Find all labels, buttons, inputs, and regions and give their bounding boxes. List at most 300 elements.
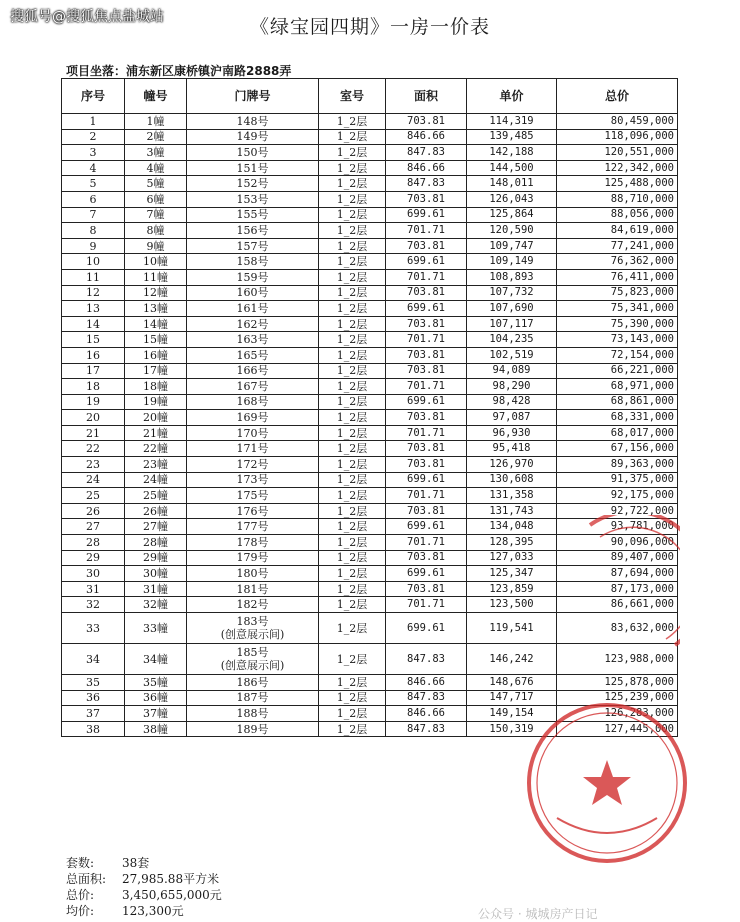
- room-cell: 1_2层: [319, 176, 386, 192]
- total-price-cell: 76,362,000: [557, 254, 678, 270]
- row-number: 3: [62, 145, 125, 161]
- table-row: [62, 191, 678, 207]
- row-number: 28: [62, 535, 125, 551]
- total-price-cell: 120,551,000: [557, 145, 678, 161]
- table-row: [62, 706, 678, 722]
- door-number-cell: 186号: [187, 675, 319, 691]
- building-cell: 4幢: [125, 160, 187, 176]
- header-area: 面积: [386, 79, 467, 114]
- unit-price-cell: 148,676: [467, 675, 557, 691]
- row-number: 14: [62, 316, 125, 332]
- building-cell: 2幢: [125, 129, 187, 145]
- unit-price-cell: 109,747: [467, 238, 557, 254]
- total-price-cell: 90,096,000: [557, 535, 678, 551]
- table-row: [62, 316, 678, 332]
- total-price-cell: 68,861,000: [557, 394, 678, 410]
- total-price-cell: 72,154,000: [557, 347, 678, 363]
- room-cell: 1_2层: [319, 285, 386, 301]
- area-cell: 703.81: [386, 285, 467, 301]
- row-number: 34: [62, 644, 125, 675]
- area-cell: 703.81: [386, 457, 467, 473]
- building-cell: 25幢: [125, 488, 187, 504]
- area-cell: 703.81: [386, 410, 467, 426]
- door-number-cell: 189号: [187, 721, 319, 737]
- document-title: 《绿宝园四期》一房一价表: [249, 16, 490, 38]
- room-cell: 1_2层: [319, 238, 386, 254]
- price-table: [61, 78, 678, 737]
- total-price-cell: 91,375,000: [557, 472, 678, 488]
- building-cell: 31幢: [125, 581, 187, 597]
- area-cell: 846.66: [386, 160, 467, 176]
- room-cell: 1_2层: [319, 410, 386, 426]
- total-price-cell: 88,710,000: [557, 191, 678, 207]
- total-price-cell: 75,823,000: [557, 285, 678, 301]
- unit-price-cell: 107,690: [467, 301, 557, 317]
- room-cell: 1_2层: [319, 425, 386, 441]
- building-cell: 14幢: [125, 316, 187, 332]
- unit-price-cell: 114,319: [467, 114, 557, 130]
- building-cell: 12幢: [125, 285, 187, 301]
- row-number: 38: [62, 721, 125, 737]
- row-number: 37: [62, 706, 125, 722]
- building-cell: 34幢: [125, 644, 187, 675]
- door-number-cell: 166号: [187, 363, 319, 379]
- room-cell: 1_2层: [319, 503, 386, 519]
- table-row: [62, 145, 678, 161]
- table-row: [62, 347, 678, 363]
- table-row: [62, 519, 678, 535]
- row-number: 4: [62, 160, 125, 176]
- unit-price-cell: 125,347: [467, 566, 557, 582]
- area-cell: 699.61: [386, 472, 467, 488]
- table-row: [62, 223, 678, 239]
- row-number: 5: [62, 176, 125, 192]
- row-number: 35: [62, 675, 125, 691]
- summary-block: [66, 855, 222, 919]
- area-cell: 846.66: [386, 706, 467, 722]
- area-cell: 847.83: [386, 176, 467, 192]
- door-note: (创意展示间): [220, 628, 285, 641]
- door-number-cell: 162号: [187, 316, 319, 332]
- table-row: [62, 472, 678, 488]
- total-price-cell: 68,971,000: [557, 379, 678, 395]
- unit-price-cell: 95,418: [467, 441, 557, 457]
- building-cell: 10幢: [125, 254, 187, 270]
- building-cell: 3幢: [125, 145, 187, 161]
- header-door: 门牌号: [187, 79, 319, 114]
- total-price-cell: 67,156,000: [557, 441, 678, 457]
- table-row: [62, 363, 678, 379]
- door-number-cell: 170号: [187, 425, 319, 441]
- total-price-cell: 68,331,000: [557, 410, 678, 426]
- unit-price-cell: 98,428: [467, 394, 557, 410]
- door-number-cell: 175号: [187, 488, 319, 504]
- door-number-cell: 167号: [187, 379, 319, 395]
- area-cell: 847.83: [386, 721, 467, 737]
- table-row: [62, 160, 678, 176]
- total-price-cell: 68,017,000: [557, 425, 678, 441]
- area-cell: 703.81: [386, 363, 467, 379]
- area-cell: 847.83: [386, 644, 467, 675]
- total-price-cell: 89,363,000: [557, 457, 678, 473]
- bottom-watermark: 公众号 · 城城房产日记: [478, 907, 598, 921]
- row-number: 1: [62, 114, 125, 130]
- table-row: [62, 269, 678, 285]
- building-cell: 38幢: [125, 721, 187, 737]
- unit-price-cell: 125,864: [467, 207, 557, 223]
- building-cell: 9幢: [125, 238, 187, 254]
- door-number-cell: 153号: [187, 191, 319, 207]
- area-cell: 703.81: [386, 316, 467, 332]
- building-cell: 16幢: [125, 347, 187, 363]
- unit-price-cell: 147,717: [467, 690, 557, 706]
- row-number: 31: [62, 581, 125, 597]
- door-number-cell: 181号: [187, 581, 319, 597]
- door-number: 183号: [236, 615, 269, 628]
- building-cell: 33幢: [125, 613, 187, 644]
- table-row: [62, 488, 678, 504]
- total-price-cell: 73,143,000: [557, 332, 678, 348]
- row-number: 12: [62, 285, 125, 301]
- room-cell: 1_2层: [319, 613, 386, 644]
- area-cell: 699.61: [386, 519, 467, 535]
- row-number: 8: [62, 223, 125, 239]
- total-price-cell: 88,056,000: [557, 207, 678, 223]
- table-header-row: [62, 79, 678, 114]
- table-row: [62, 441, 678, 457]
- total-price-cell: 75,390,000: [557, 316, 678, 332]
- unit-price-cell: 131,743: [467, 503, 557, 519]
- table-row: [62, 550, 678, 566]
- total-price-cell: 92,175,000: [557, 488, 678, 504]
- door-number-cell: 169号: [187, 410, 319, 426]
- unit-price-cell: 96,930: [467, 425, 557, 441]
- door-number-cell: 160号: [187, 285, 319, 301]
- building-cell: 18幢: [125, 379, 187, 395]
- total-price-cell: 66,221,000: [557, 363, 678, 379]
- room-cell: 1_2层: [319, 457, 386, 473]
- area-cell: 703.81: [386, 441, 467, 457]
- door-number-cell: 182号: [187, 597, 319, 613]
- door-number-cell: 161号: [187, 301, 319, 317]
- project-location: 项目坐落：浦东新区康桥镇沪南路2888弄: [66, 64, 292, 78]
- room-cell: 1_2层: [319, 675, 386, 691]
- table-row: [62, 301, 678, 317]
- row-number: 2: [62, 129, 125, 145]
- area-cell: 699.61: [386, 254, 467, 270]
- header-unit-price: 单价: [467, 79, 557, 114]
- door-number-cell: 179号: [187, 550, 319, 566]
- table-row: [62, 176, 678, 192]
- total-price-cell: 92,722,000: [557, 503, 678, 519]
- summary-area: 总面积: 27,985.88平方米: [66, 872, 220, 886]
- building-cell: 30幢: [125, 566, 187, 582]
- door-number-cell: 148号: [187, 114, 319, 130]
- table-row: [62, 114, 678, 130]
- total-price-cell: 86,661,000: [557, 597, 678, 613]
- row-number: 24: [62, 472, 125, 488]
- area-cell: 703.81: [386, 114, 467, 130]
- door-number-cell: 159号: [187, 269, 319, 285]
- area-cell: 703.81: [386, 503, 467, 519]
- area-cell: 701.71: [386, 535, 467, 551]
- row-number: 17: [62, 363, 125, 379]
- area-cell: 701.71: [386, 379, 467, 395]
- table-row: [62, 721, 678, 737]
- summary-average: 均价: 123,300元: [66, 904, 184, 918]
- building-cell: 27幢: [125, 519, 187, 535]
- table-row: [62, 379, 678, 395]
- unit-price-cell: 94,089: [467, 363, 557, 379]
- total-price-cell: 126,283,000: [557, 706, 678, 722]
- row-number: 13: [62, 301, 125, 317]
- door-number-cell: [187, 644, 319, 675]
- unit-price-cell: 102,519: [467, 347, 557, 363]
- room-cell: 1_2层: [319, 223, 386, 239]
- building-cell: 11幢: [125, 269, 187, 285]
- room-cell: 1_2层: [319, 519, 386, 535]
- unit-price-cell: 104,235: [467, 332, 557, 348]
- building-cell: 8幢: [125, 223, 187, 239]
- door-number-cell: 157号: [187, 238, 319, 254]
- building-cell: 28幢: [125, 535, 187, 551]
- door-number-cell: 177号: [187, 519, 319, 535]
- table-row: [62, 238, 678, 254]
- table-row: [62, 566, 678, 582]
- building-cell: 20幢: [125, 410, 187, 426]
- building-cell: 17幢: [125, 363, 187, 379]
- building-cell: 19幢: [125, 394, 187, 410]
- building-cell: 13幢: [125, 301, 187, 317]
- room-cell: 1_2层: [319, 550, 386, 566]
- unit-price-cell: 119,541: [467, 613, 557, 644]
- room-cell: 1_2层: [319, 581, 386, 597]
- door-number-cell: 187号: [187, 690, 319, 706]
- total-price-cell: 87,694,000: [557, 566, 678, 582]
- unit-price-cell: 108,893: [467, 269, 557, 285]
- total-price-cell: 123,988,000: [557, 644, 678, 675]
- header-building: 幢号: [125, 79, 187, 114]
- door-number-cell: 171号: [187, 441, 319, 457]
- source-watermark: 搜狐号@搜狐焦点盐城站: [10, 9, 164, 25]
- row-number: 21: [62, 425, 125, 441]
- area-cell: 847.83: [386, 145, 467, 161]
- unit-price-cell: 120,590: [467, 223, 557, 239]
- total-price-cell: 93,781,000: [557, 519, 678, 535]
- building-cell: 23幢: [125, 457, 187, 473]
- table-row: [62, 597, 678, 613]
- total-price-cell: 125,488,000: [557, 176, 678, 192]
- unit-price-cell: 149,154: [467, 706, 557, 722]
- total-price-cell: 80,459,000: [557, 114, 678, 130]
- table-row: [62, 503, 678, 519]
- table-row: [62, 457, 678, 473]
- area-cell: 701.71: [386, 425, 467, 441]
- table-row: [62, 644, 678, 675]
- room-cell: 1_2层: [319, 472, 386, 488]
- door-number-cell: 178号: [187, 535, 319, 551]
- building-cell: 6幢: [125, 191, 187, 207]
- room-cell: 1_2层: [319, 191, 386, 207]
- area-cell: 703.81: [386, 191, 467, 207]
- total-price-cell: 75,341,000: [557, 301, 678, 317]
- door-number-cell: [187, 613, 319, 644]
- room-cell: 1_2层: [319, 347, 386, 363]
- door-number-cell: 168号: [187, 394, 319, 410]
- door-number-cell: 188号: [187, 706, 319, 722]
- unit-price-cell: 142,188: [467, 145, 557, 161]
- row-number: 11: [62, 269, 125, 285]
- table-row: [62, 207, 678, 223]
- room-cell: 1_2层: [319, 269, 386, 285]
- area-cell: 703.81: [386, 347, 467, 363]
- row-number: 9: [62, 238, 125, 254]
- unit-price-cell: 123,500: [467, 597, 557, 613]
- row-number: 25: [62, 488, 125, 504]
- unit-price-cell: 97,087: [467, 410, 557, 426]
- building-cell: 32幢: [125, 597, 187, 613]
- summary-count: 套数: 38套: [66, 856, 150, 870]
- total-price-cell: 77,241,000: [557, 238, 678, 254]
- unit-price-cell: 134,048: [467, 519, 557, 535]
- unit-price-cell: 139,485: [467, 129, 557, 145]
- unit-price-cell: 144,500: [467, 160, 557, 176]
- building-cell: 5幢: [125, 176, 187, 192]
- table-row: [62, 690, 678, 706]
- row-number: 30: [62, 566, 125, 582]
- header-total-price: 总价: [557, 79, 678, 114]
- unit-price-cell: 107,732: [467, 285, 557, 301]
- building-cell: 7幢: [125, 207, 187, 223]
- total-price-cell: 89,407,000: [557, 550, 678, 566]
- building-cell: 37幢: [125, 706, 187, 722]
- unit-price-cell: 131,358: [467, 488, 557, 504]
- area-cell: 699.61: [386, 301, 467, 317]
- building-cell: 21幢: [125, 425, 187, 441]
- room-cell: 1_2层: [319, 129, 386, 145]
- room-cell: 1_2层: [319, 706, 386, 722]
- total-price-cell: 118,096,000: [557, 129, 678, 145]
- door-number-cell: 176号: [187, 503, 319, 519]
- row-number: 32: [62, 597, 125, 613]
- door-number-cell: 149号: [187, 129, 319, 145]
- table-row: [62, 129, 678, 145]
- area-cell: 699.61: [386, 207, 467, 223]
- total-price-cell: 84,619,000: [557, 223, 678, 239]
- total-price-cell: 125,878,000: [557, 675, 678, 691]
- area-cell: 699.61: [386, 566, 467, 582]
- table-row: [62, 254, 678, 270]
- door-number-cell: 180号: [187, 566, 319, 582]
- row-number: 10: [62, 254, 125, 270]
- door-note: (创意展示间): [220, 659, 285, 672]
- room-cell: 1_2层: [319, 690, 386, 706]
- unit-price-cell: 150,319: [467, 721, 557, 737]
- area-cell: 701.71: [386, 223, 467, 239]
- row-number: 7: [62, 207, 125, 223]
- row-number: 20: [62, 410, 125, 426]
- unit-price-cell: 146,242: [467, 644, 557, 675]
- door-number-cell: 172号: [187, 457, 319, 473]
- header-room: 室号: [319, 79, 386, 114]
- door-number-cell: 150号: [187, 145, 319, 161]
- table-row: [62, 285, 678, 301]
- building-cell: 15幢: [125, 332, 187, 348]
- table-row: [62, 425, 678, 441]
- door-number-cell: 155号: [187, 207, 319, 223]
- building-cell: 26幢: [125, 503, 187, 519]
- row-number: 33: [62, 613, 125, 644]
- unit-price-cell: 148,011: [467, 176, 557, 192]
- row-number: 16: [62, 347, 125, 363]
- total-price-cell: 127,445,000: [557, 721, 678, 737]
- row-number: 15: [62, 332, 125, 348]
- building-cell: 35幢: [125, 675, 187, 691]
- unit-price-cell: 109,149: [467, 254, 557, 270]
- unit-price-cell: 126,970: [467, 457, 557, 473]
- row-number: 18: [62, 379, 125, 395]
- building-cell: 24幢: [125, 472, 187, 488]
- total-price-cell: 76,411,000: [557, 269, 678, 285]
- room-cell: 1_2层: [319, 160, 386, 176]
- row-number: 26: [62, 503, 125, 519]
- door-number-cell: 163号: [187, 332, 319, 348]
- row-number: 22: [62, 441, 125, 457]
- room-cell: 1_2层: [319, 207, 386, 223]
- table-row: [62, 581, 678, 597]
- unit-price-cell: 98,290: [467, 379, 557, 395]
- total-price-cell: 122,342,000: [557, 160, 678, 176]
- area-cell: 701.71: [386, 332, 467, 348]
- room-cell: 1_2层: [319, 363, 386, 379]
- building-cell: 29幢: [125, 550, 187, 566]
- area-cell: 703.81: [386, 550, 467, 566]
- room-cell: 1_2层: [319, 332, 386, 348]
- area-cell: 701.71: [386, 488, 467, 504]
- total-price-cell: 125,239,000: [557, 690, 678, 706]
- room-cell: 1_2层: [319, 488, 386, 504]
- door-number-cell: 151号: [187, 160, 319, 176]
- area-cell: 847.83: [386, 690, 467, 706]
- area-cell: 846.66: [386, 129, 467, 145]
- area-cell: 699.61: [386, 613, 467, 644]
- door-number: 185号: [236, 646, 269, 659]
- unit-price-cell: 107,117: [467, 316, 557, 332]
- room-cell: 1_2层: [319, 301, 386, 317]
- unit-price-cell: 128,395: [467, 535, 557, 551]
- row-number: 29: [62, 550, 125, 566]
- room-cell: 1_2层: [319, 145, 386, 161]
- area-cell: 703.81: [386, 581, 467, 597]
- row-number: 27: [62, 519, 125, 535]
- unit-price-cell: 127,033: [467, 550, 557, 566]
- row-number: 6: [62, 191, 125, 207]
- area-cell: 701.71: [386, 269, 467, 285]
- table-row: [62, 613, 678, 644]
- area-cell: 703.81: [386, 238, 467, 254]
- unit-price-cell: 123,859: [467, 581, 557, 597]
- unit-price-cell: 130,608: [467, 472, 557, 488]
- row-number: 19: [62, 394, 125, 410]
- area-cell: 846.66: [386, 675, 467, 691]
- building-cell: 1幢: [125, 114, 187, 130]
- room-cell: 1_2层: [319, 721, 386, 737]
- area-cell: 699.61: [386, 394, 467, 410]
- room-cell: 1_2层: [319, 114, 386, 130]
- door-number-cell: 156号: [187, 223, 319, 239]
- room-cell: 1_2层: [319, 379, 386, 395]
- row-number: 23: [62, 457, 125, 473]
